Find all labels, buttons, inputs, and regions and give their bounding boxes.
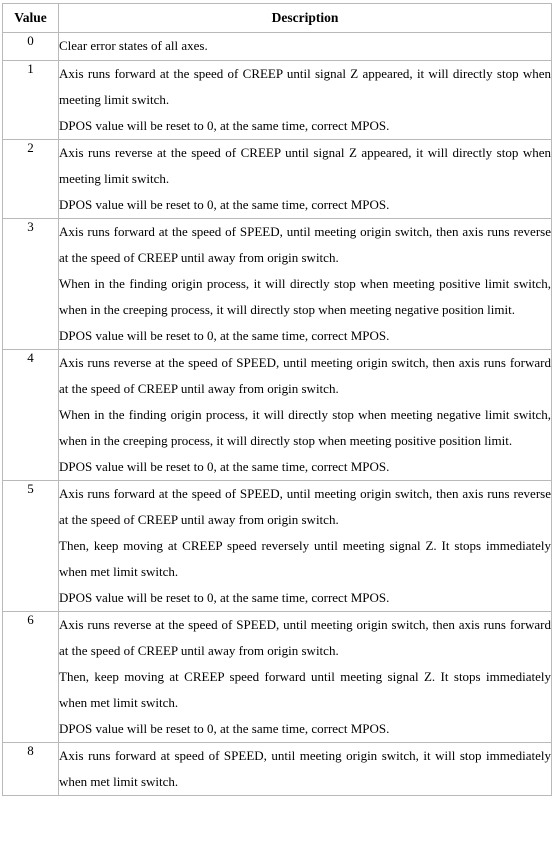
description-paragraph: Clear error states of all axes. (59, 38, 208, 53)
description-paragraph: Axis runs forward at speed of SPEED, until meeting origin switch, it will stop immediately when met limit switch. (59, 748, 551, 789)
row-value: 8 (3, 743, 59, 796)
description-paragraph: When in the finding origin process, it will directly stop when meeting negative limit switch, when in the creeping process, it will directly stop when meeting positive position limit. (59, 407, 551, 448)
row-value: 1 (3, 61, 59, 140)
row-value: 3 (3, 219, 59, 350)
description-paragraph: Then, keep moving at CREEP speed reversely until meeting signal Z. It stops immediately when met limit switch. (59, 538, 551, 579)
row-description (59, 350, 552, 481)
description-paragraph: Axis runs reverse at the speed of SPEED, until meeting origin switch, then axis runs forward at the speed of CREEP until away from origin switch. (59, 355, 551, 396)
description-paragraph: DPOS value will be reset to 0, at the same time, correct MPOS. (59, 721, 390, 736)
description-paragraph: DPOS value will be reset to 0, at the same time, correct MPOS. (59, 328, 390, 343)
row-description (59, 743, 552, 796)
description-paragraph: DPOS value will be reset to 0, at the same time, correct MPOS. (59, 118, 390, 133)
description-paragraph: DPOS value will be reset to 0, at the same time, correct MPOS. (59, 459, 390, 474)
header-value: Value (3, 4, 59, 33)
row-description (59, 33, 552, 61)
row-value: 0 (3, 33, 59, 61)
table-row (3, 219, 552, 350)
row-value: 5 (3, 481, 59, 612)
row-description (59, 219, 552, 350)
description-paragraph: DPOS value will be reset to 0, at the same time, correct MPOS. (59, 197, 390, 212)
table-row (3, 140, 552, 219)
description-paragraph: DPOS value will be reset to 0, at the same time, correct MPOS. (59, 590, 390, 605)
table-row (3, 612, 552, 743)
row-description (59, 481, 552, 612)
table-body (3, 33, 552, 796)
row-description (59, 61, 552, 140)
header-description: Description (59, 4, 552, 33)
row-value: 6 (3, 612, 59, 743)
description-paragraph: Axis runs forward at the speed of SPEED, until meeting origin switch, then axis runs reverse at the speed of CREEP until away from origin switch. (59, 224, 551, 265)
table-row (3, 350, 552, 481)
description-paragraph: Axis runs forward at the speed of SPEED, until meeting origin switch, then axis runs reverse at the speed of CREEP until away from origin switch. (59, 486, 551, 527)
description-paragraph: Axis runs reverse at the speed of SPEED, until meeting origin switch, then axis runs forward at the speed of CREEP until away from origin switch. (59, 617, 551, 658)
datum-mode-table (2, 3, 552, 796)
row-description (59, 140, 552, 219)
table-row (3, 743, 552, 796)
description-paragraph: Then, keep moving at CREEP speed forward until meeting signal Z. It stops immediately when met limit switch. (59, 669, 551, 710)
row-value: 4 (3, 350, 59, 481)
table-header-row (3, 4, 552, 33)
description-paragraph: Axis runs forward at the speed of CREEP until signal Z appeared, it will directly stop when meeting limit switch. (59, 66, 551, 107)
row-description (59, 612, 552, 743)
description-paragraph: When in the finding origin process, it will directly stop when meeting positive limit switch, when in the creeping process, it will directly stop when meeting negative position limit. (59, 276, 551, 317)
row-value: 2 (3, 140, 59, 219)
description-paragraph: Axis runs reverse at the speed of CREEP until signal Z appeared, it will directly stop when meeting limit switch. (59, 145, 551, 186)
table-row (3, 61, 552, 140)
table-row (3, 481, 552, 612)
table-row (3, 33, 552, 61)
